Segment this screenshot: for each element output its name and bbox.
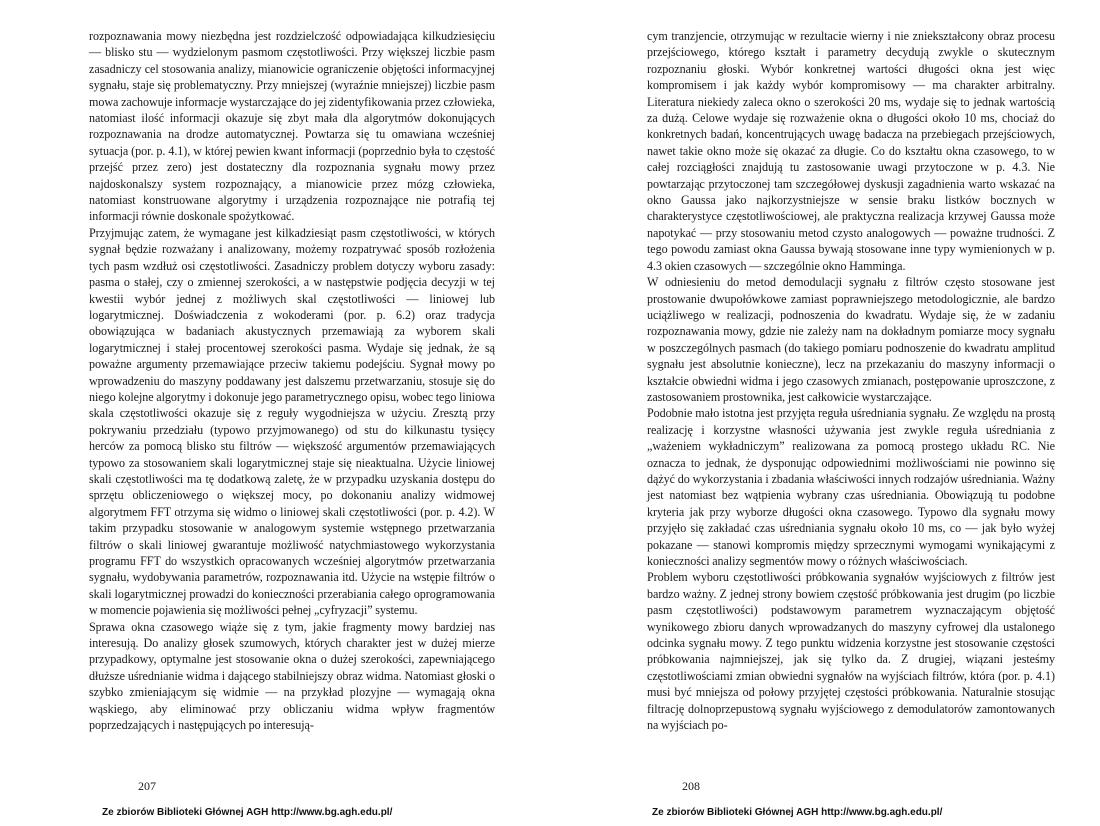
paragraph: cym tranzjencie, otrzymując w rezultacie wierny i nie zniekształcony obraz procesu przejściowego, którego kształt i parametry decydują zwykle o skutecznym rozpoznaniu głoski. Wybór konkretnej wartości długości okna jest więc kompromisem i jak każdy wybór kompromisowy — ma charakter arbitralny. Literatura niekiedy zaleca okno o szerokości 20 ms, wydaje się to jednak wartością za dużą. Celowe wydaje się rozważenie okna o długości około 10 ms, chociaż do konkretnych badań, koncentrujących uwagę badacza na przebiegach przejściowych, nawet takie okno może się okazać za długie. Co do kształtu okna czasowego, to w całej rozciągłości znajdują tu zastosowanie uwagi przytoczone w p. 4.3. Nie powtarzając przytoczonej tam szczegółowej dyskusji zagadnienia warto wskazać na okno Gaussa jako najkorzystniejsze w sensie braku listków bocznych w charakterystyce częstotliwościowej, ale praktyczna realizacja krzywej Gaussa może napotykać — przy stosowaniu metod czysto analogowych — poważne trudności. Z tego powodu zamiast okna Gaussa bywają stosowane inne typy wymienionych w p. 4.3 okien czasowych — szczególnie okno Hamminga. (647, 29, 1055, 273)
paragraph: W odniesieniu do metod demodulacji sygnału z filtrów często stosowane jest prostowanie dwupołówkowe zamiast poprawniejszego metodologicznie, ale bardzo uciążliwego w realizacji, podnoszenia do kwadratu. Wydaje się, że w zadaniu rozpoznawania mowy, gdzie nie zależy nam na dokładnym pomiarze mocy sygnału w poszczególnych pasmach (do takiego pomiaru podnoszenie do kwadratu amplitud sygnału jest absolutnie konieczne), lecz na przekazaniu do maszyny informacji o kształcie obwiedni widma i jego czasowych zmianach, postępowanie uproszczone, z zastosowaniem prostownika, jest całkowicie wystarczające. (647, 275, 1055, 404)
paragraph: Problem wyboru częstotliwości próbkowania sygnałów wyjściowych z filtrów jest bardzo ważny. Z jednej strony bowiem częstość próbkowania jest drugim (po liczbie pasm częstotliwości) podstawowym parametrem wyznaczającym objętość wynikowego zbioru danych wprowadzanych do maszyny cyfrowej dla ustalonego odcinka sygnału mowy. Z tego punktu widzenia korzystne jest stosowanie częstości próbkowania najmniejszej, jak się tylko da. Z drugiej, wiązani jesteśmy częstotliwościami zmian obwiedni sygnałów na wyjściach filtrów, która (por. p. 4.1) musi być mniejsza od połowy przyjętej częstości próbkowania. Naturalnie stosując filtrację dolnoprzepustową sygnału wyjściowego z demodulatorów zamontowanych na wyjściach po- (647, 570, 1055, 733)
right-page (550, 0, 1100, 826)
paragraph: Przyjmując zatem, że wymagane jest kilkadziesiąt pasm częstotliwości, w których sygnał będzie rozważany i analizowany, możemy rozpatrywać sposób rozłożenia tych pasm wzdłuż osi częstotliwości. Zasadniczy problem dotyczy wyboru zasady: pasma o stałej, czy o zmiennej szerokości, a w następstwie podjęcia decyzji w tej kwestii wybór jednej z możliwych skal częstotliwości — liniowej lub logarytmicznej. Doświadczenia z wokoderami (por. p. 6.2) oraz tradycja obowiązująca w badaniach akustycznych przemawiają za wyborem skali logarytmicznej i stałej procentowej szerokości pasma. Wydaje się jednak, że są poważne argumenty przemawiające przeciw takiemu podejściu. Sygnał mowy po wprowadzeniu do maszyny poddawany jest dalszemu przetwarzaniu, stosuje się do niego kolejne algorytmy i dokonuje jego parametrycznego opisu, wobec tego liniowa skala częstotliwości okazuje się z reguły wygodniejsza w użyciu. Zresztą przy pokrywaniu przedziału (typowo przyjmowanego) od stu do kilkunastu tysięcy herców za pomocą blisko stu filtrów — większość argumentów przemawiających typowo za stosowaniem skali logarytmicznej staje się nieaktualna. Użycie liniowej skali częstotliwości ma tę dodatkową zaletę, że w przypadku uzyskania dostępu do sprzętu obliczeniowego o większej mocy, po dokonaniu analizy widmowej algorytmem FFT otrzyma się widmo o liniowej skali częstotliwości (por. p. 4.2). W takim przypadku stosowanie w analogowym systemie wstępnego przetwarzania filtrów o skali liniowej gwarantuje możliwość natychmiastowego wykorzystania programu FFT do wszystkich opracowanych wcześniej algorytmów przetwarzania sygnału, wydobywania parametrów, rozpoznawania itd. Użycie na wstępie filtrów o skali logarytmicznej prowadzi do konieczności przerabiania całego oprogramowania w momencie pojawienia się możliwości pełnej „cyfryzacji” systemu. (89, 225, 495, 618)
paragraph: Sprawa okna czasowego wiąże się z tym, jakie fragmenty mowy bardziej nas interesują. Do analizy głosek szumowych, których charakter jest w dużej mierze przypadkowy, optymalne jest stosowanie okna o dużej szerokości, zapewniającego dłuższe uśrednianie widma i dającego stabilniejszy obraz widma. Natomiast głoski o szybko zmieniającym się widmie — na przykład plozyjne — wymagają okna wąskiego, aby eliminować przy obliczaniu widma wpływ fragmentów poprzedzających i następujących po interesują- (89, 619, 495, 733)
paragraph: Podobnie mało istotna jest przyjęta reguła uśredniania sygnału. Ze względu na prostą realizację i korzystne własności używania jest zwykle reguła uśredniania z „ważeniem wykładniczym” realizowana za pomocą prostego układu RC. Nie oznacza to jednak, że dysponując odpowiednimi możliwościami nie powinno się dążyć do wykorzystania i zbadania właściwości innych rodzajów uśredniania. Ważny jest natomiast bez wątpienia wybrany czas uśredniania. Obowiązują tu podobne kryteria jak przy wyborze długości okna czasowego. Typowo dla sygnału mowy przyjęło się zakładać czas uśredniania sygnału około 10 ms, co — jak było wyżej pokazane — stanowi kompromis między sprzecznymi wymogami wynikającymi z konieczności analizy segmentów mowy o różnych właściwościach. (647, 406, 1055, 568)
page-number: 208 (682, 779, 700, 793)
library-footer: Ze zbiorów Biblioteki Głównej AGH http://www.bg.agh.edu.pl/ (652, 807, 943, 818)
paragraph: rozpoznawania mowy niezbędna jest rozdzielczość odpowiadająca kilkudziesięciu — blisko stu — wydzielonym pasmom częstotliwości. Przy większej liczbie pasm zasadniczy cel stosowania analizy, mianowicie ograniczenie objętości informacyjnej sygnału, staje się problematyczny. Przy mniejszej (wyraźnie mniejszej) liczbie pasm mowa zachowuje informacje wystarczające do jej zidentyfikowania przez człowieka, natomiast ilość informacji okazuje się zbyt mała dla algorytmów dokonujących rozpoznawania na drodze automatycznej. Powtarza się tu omawiana wcześniej sytuacja (por. p. 4.1), w której pewien kwant informacji (poprzednio była to częstość przejść przez zero) jest dostateczny dla rozpoznania sygnału mowy przez najdoskonalszy system rozpoznający, a mianowicie przez mózg człowieka, natomiast konstruowane algorytmy i urządzenia rozpoznające nie potrafią tej informacji równie doskonale spożytkować. (89, 29, 495, 224)
library-footer: Ze zbiorów Biblioteki Głównej AGH http://www.bg.agh.edu.pl/ (102, 807, 393, 818)
left-page-body (89, 28, 495, 733)
right-page-body (647, 28, 1055, 733)
page-number: 207 (138, 779, 156, 793)
